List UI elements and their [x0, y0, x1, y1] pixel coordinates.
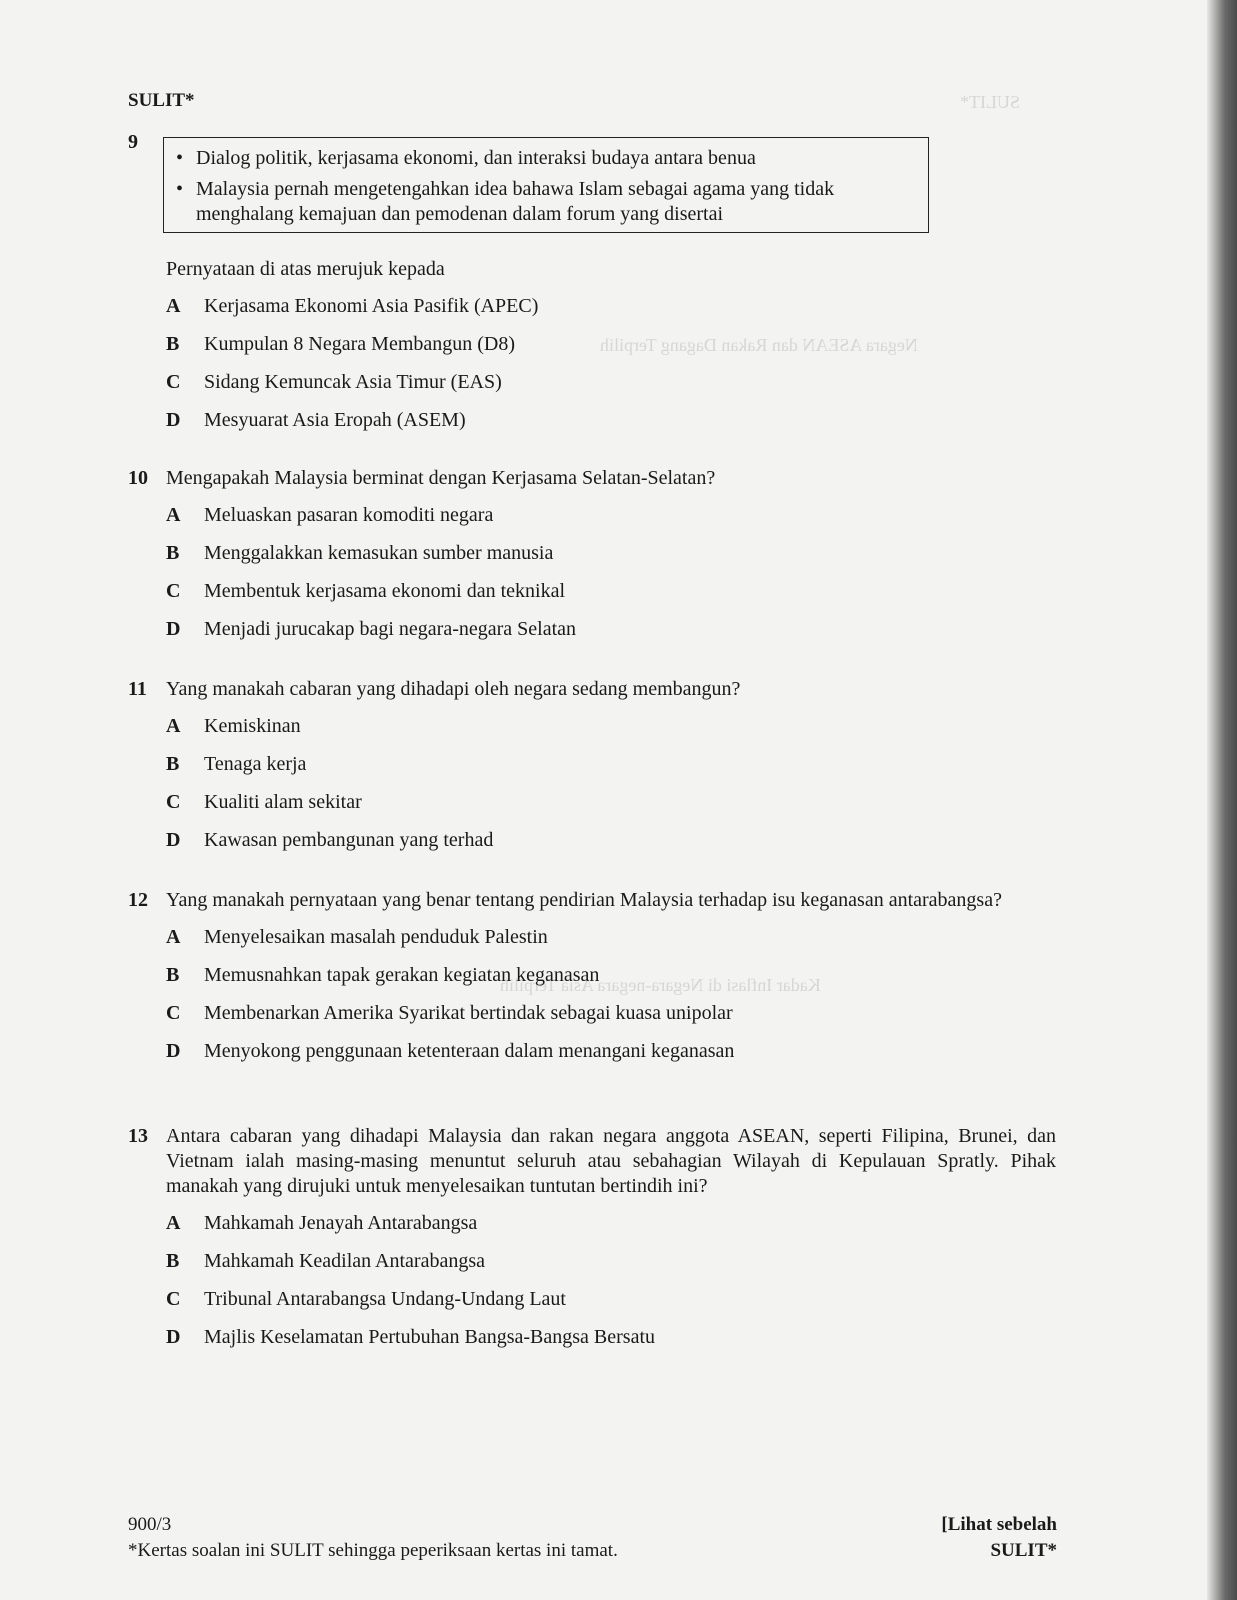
- question-stem: Antara cabaran yang dihadapi Malaysia dan rakan negara anggota ASEAN, seperti Filipina, Brunei, dan Vietnam ialah masing-masing menuntut seluruh atau sebahagian Wilayah di Kepulauan Spratly. Pihak manakah yang dirujuki untuk menyelesaikan tuntutan bertindih ini?: [166, 1125, 1056, 1197]
- option-d[interactable]: [166, 1325, 1056, 1363]
- option-letter: C: [166, 371, 181, 393]
- option-letter: A: [166, 1212, 181, 1234]
- info-bullet: • Dialog politik, kerjasama ekonomi, dan interaksi budaya antara benua: [174, 146, 916, 171]
- sulit-footer: SULIT*: [990, 1540, 1057, 1561]
- option-text: Menyelesaikan masalah penduduk Palestin: [204, 926, 548, 948]
- option-a[interactable]: [166, 714, 1056, 752]
- option-d[interactable]: [166, 408, 1056, 446]
- option-letter: D: [166, 618, 181, 640]
- option-c[interactable]: [166, 370, 1056, 408]
- option-c[interactable]: [166, 579, 1056, 617]
- turn-over-note: [Lihat sebelah: [941, 1514, 1057, 1535]
- question-number: 12: [128, 889, 148, 911]
- option-letter: B: [166, 542, 180, 564]
- show-through-text: SULIT*: [960, 92, 1020, 112]
- option-text: Menjadi jurucakap bagi negara-negara Selatan: [204, 618, 577, 640]
- option-text: Membenarkan Amerika Syarikat bertindak sebagai kuasa unipolar: [204, 1002, 733, 1024]
- option-text: Menggalakkan kemasukan sumber manusia: [204, 542, 554, 564]
- option-text: Membentuk kerjasama ekonomi dan teknikal: [204, 580, 566, 602]
- question-number: 11: [128, 678, 147, 700]
- option-text: Tribunal Antarabangsa Undang-Undang Laut: [204, 1288, 566, 1310]
- option-text: Kerjasama Ekonomi Asia Pasifik (APEC): [204, 295, 539, 317]
- question-stem: Pernyataan di atas merujuk kepada: [166, 258, 445, 280]
- info-bullet: • Malaysia pernah mengetengahkan idea bahawa Islam sebagai agama yang tidak menghalang kemajuan dan pemodenan dalam forum yang disertai: [174, 177, 916, 227]
- footer-left: [128, 1512, 618, 1564]
- option-text: Menyokong penggunaan ketenteraan dalam menangani keganasan: [204, 1040, 735, 1062]
- option-a[interactable]: [166, 1211, 1056, 1249]
- option-d[interactable]: [166, 828, 1056, 866]
- option-b[interactable]: [166, 332, 1056, 370]
- option-text: Mahkamah Keadilan Antarabangsa: [204, 1250, 486, 1272]
- question-10: [128, 466, 1056, 655]
- option-text: Kualiti alam sekitar: [204, 791, 362, 813]
- option-text: Kumpulan 8 Negara Membangun (D8): [204, 333, 516, 355]
- option-text: Kawasan pembangunan yang terhad: [204, 829, 494, 851]
- question-11: [128, 677, 1056, 866]
- option-letter: C: [166, 791, 181, 813]
- option-d[interactable]: [166, 1039, 1056, 1077]
- question-9-body: [128, 257, 1056, 446]
- question-13: [128, 1124, 1056, 1363]
- option-letter: A: [166, 295, 181, 317]
- option-a[interactable]: [166, 294, 1056, 332]
- question-stem: Yang manakah pernyataan yang benar tentang pendirian Malaysia terhadap isu keganasan antarabangsa?: [166, 889, 1002, 911]
- page-edge-shadow: [1207, 0, 1237, 1600]
- option-c[interactable]: [166, 790, 1056, 828]
- option-letter: C: [166, 580, 181, 602]
- option-text: Sidang Kemuncak Asia Timur (EAS): [204, 371, 502, 393]
- option-text: Majlis Keselamatan Pertubuhan Bangsa-Bangsa Bersatu: [204, 1326, 655, 1348]
- option-text: Tenaga kerja: [204, 753, 307, 775]
- option-text: Kemiskinan: [204, 715, 301, 737]
- option-b[interactable]: [166, 541, 1056, 579]
- paper-code: 900/3: [128, 1514, 172, 1535]
- option-letter: D: [166, 1326, 181, 1348]
- option-text: Mahkamah Jenayah Antarabangsa: [204, 1212, 478, 1234]
- option-letter: A: [166, 926, 181, 948]
- option-c[interactable]: [166, 1001, 1056, 1039]
- show-through-text: Kadar Inflasi di Negara-negara Asia Terpilih: [500, 975, 821, 995]
- question-12: [128, 888, 1056, 1077]
- option-letter: A: [166, 504, 181, 526]
- option-letter: C: [166, 1002, 181, 1024]
- option-letter: D: [166, 409, 181, 431]
- option-b[interactable]: [166, 963, 1056, 1001]
- option-letter: B: [166, 964, 180, 986]
- option-b[interactable]: [166, 752, 1056, 790]
- option-letter: C: [166, 1288, 181, 1310]
- question-stem: Mengapakah Malaysia berminat dengan Kerjasama Selatan-Selatan?: [166, 467, 716, 489]
- option-letter: B: [166, 333, 180, 355]
- footer-right: [941, 1512, 1057, 1564]
- option-a[interactable]: [166, 925, 1056, 963]
- option-letter: B: [166, 753, 180, 775]
- option-letter: A: [166, 715, 181, 737]
- option-letter: D: [166, 1040, 181, 1062]
- question-number: 13: [128, 1125, 148, 1147]
- option-c[interactable]: [166, 1287, 1056, 1325]
- sulit-header: SULIT*: [128, 90, 195, 111]
- option-d[interactable]: [166, 617, 1056, 655]
- option-text: Meluaskan pasaran komoditi negara: [204, 504, 494, 526]
- option-a[interactable]: [166, 503, 1056, 541]
- option-letter: B: [166, 1250, 180, 1272]
- option-text: Memusnahkan tapak gerakan kegiatan keganasan: [204, 964, 600, 986]
- show-through-text: Negara ASEAN dan Rakan Dagang Terpilih: [600, 335, 918, 355]
- option-text: Mesyuarat Asia Eropah (ASEM): [204, 409, 466, 431]
- question-number: 9: [128, 131, 138, 153]
- question-number: 10: [128, 467, 148, 489]
- option-letter: D: [166, 829, 181, 851]
- question-9-info-box: [163, 137, 929, 233]
- option-b[interactable]: [166, 1249, 1056, 1287]
- question-stem: Yang manakah cabaran yang dihadapi oleh negara sedang membangun?: [166, 678, 741, 700]
- confidential-note: *Kertas soalan ini SULIT sehingga peperiksaan kertas ini tamat.: [128, 1540, 618, 1561]
